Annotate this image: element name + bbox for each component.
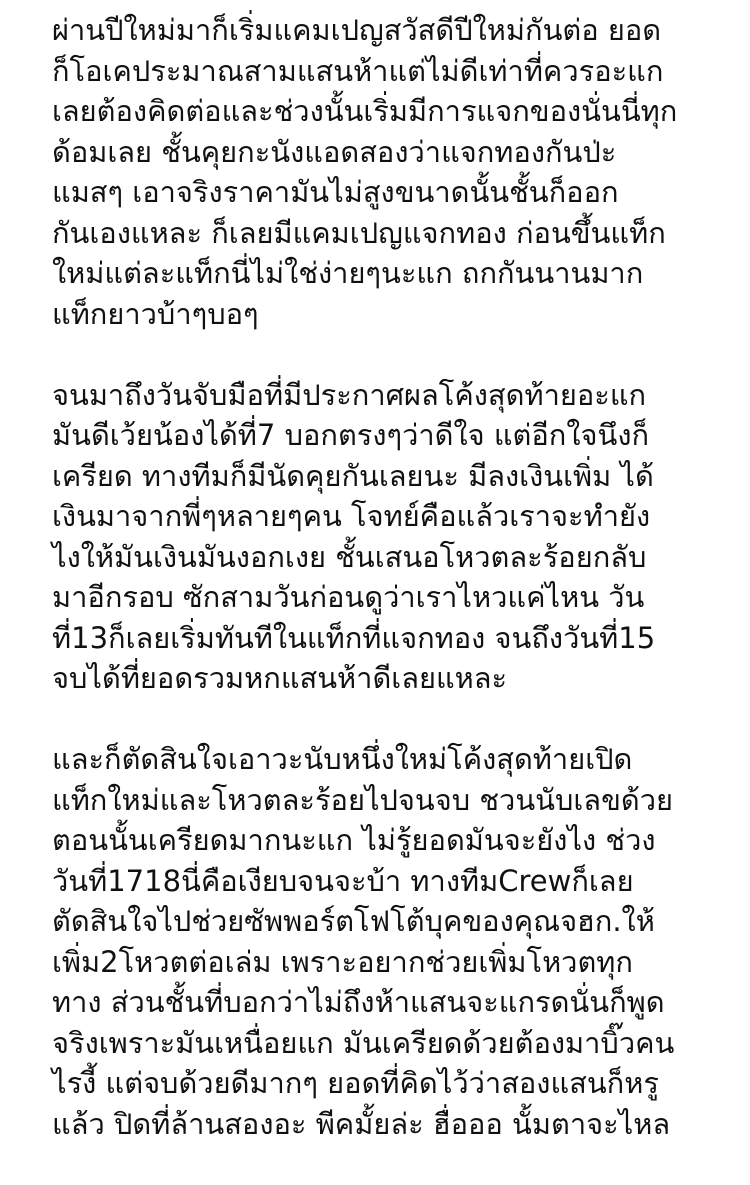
text-line: แท็กใหม่และโหวตละร้อยไปจนจบ ชวนนับเลขด้วย	[52, 782, 674, 817]
text-line: ด้อมเลย ชั้นคุยกะนังแอดสองว่าแจกทองกันป่ะ	[52, 134, 617, 169]
text-line: แท็กยาวบ้าๆบอๆ	[52, 296, 259, 331]
text-line: ผ่านปีใหม่มาก็เริ่มแคมเปญสวัสดีปีใหม่กันต่อ ยอด	[52, 13, 662, 47]
text-line: ตอนนั้นเครียดมากนะแก ไม่รู้ยอดมันจะยังไง ช่วง	[52, 823, 656, 857]
text-line: เงินมาจากพี่ๆหลายๆคน โจทย์คือแล้วเราจะทำยัง	[52, 499, 651, 533]
text-line: ใหม่แต่ละแท็กนี่ไม่ใช่ง่ายๆนะแก ถกกันนานมาก	[52, 256, 644, 290]
paragraph-2	[52, 375, 742, 699]
text-line: ก็โอเคประมาณสามแสนห้าแต่ไม่ดีเท่าที่ควรอะแก	[52, 53, 664, 88]
text-line: จบได้ที่ยอดรวมหกแสนห้าดีเลยแหละ	[52, 661, 508, 695]
text-line: มาอีกรอบ ซักสามวันก่อนดูว่าเราไหวแค่ไหน วัน	[52, 580, 645, 614]
paragraph-1	[52, 10, 742, 334]
paragraph-3	[52, 739, 742, 1144]
text-line: ตัดสินใจไปช่วยซัพพอร์ตโฟโต้บุคของคุณจฮก.ให้	[52, 904, 655, 938]
text-line: วันที่1718นี่คือเงียบจนจะบ้า ทางทีมCrewก็เลย	[52, 863, 634, 898]
text-line: แล้ว ปิดที่ล้านสองอะ พีคมั้ยล่ะ ฮื่อออ นั้มตาจะไหล	[52, 1106, 671, 1141]
text-line: ไงให้มันเงินมันงอกเงย ชั้นเสนอโหวตละร้อยกลับ	[52, 539, 647, 574]
text-line: ทาง ส่วนชั้นที่บอกว่าไม่ถึงห้าแสนจะแกรดนั่นก็พูด	[52, 985, 665, 1019]
text-line: จนมาถึงวันจับมือที่มีประกาศผลโค้งสุดท้ายอะแก	[52, 377, 647, 412]
text-line: ไรงี้ แต่จบด้วยดีมากๆ ยอดที่คิดไว้ว่าสองแสนก็หรู	[52, 1066, 659, 1100]
text-line: เพิ่ม2โหวตต่อเล่ม เพราะอยากช่วยเพิ่มโหวตทุก	[52, 944, 633, 979]
text-line: แมสๆ เอาจริงราคามันไม่สูงขนาดนั้นชั้นก็ออก	[52, 175, 619, 209]
document-body	[52, 10, 742, 1185]
text-line: กันเองแหละ ก็เลยมีแคมเปญแจกทอง ก่อนขึ้นแท็ก	[52, 215, 666, 250]
text-line: จริงเพราะมันเหนื่อยแก มันเครียดด้วยต้องมาบิ๊วคน	[52, 1025, 675, 1060]
text-line: และก็ตัดสินใจเอาวะนับหนึ่งใหม่โค้งสุดท้ายเปิด	[52, 742, 633, 776]
text-line: มันดีเว้ยน้องได้ที่7 บอกตรงๆว่าดีใจ แต่อีกใจนึงก็	[52, 418, 650, 452]
text-line: ที่13ก็เลยเริ่มทันทีในแท็กที่แจกทอง จนถึงวันที่15	[52, 620, 656, 655]
text-line: เครียด ทางทีมก็มีนัดคุยกันเลยนะ มีลงเงินเพิ่ม ได้	[52, 458, 654, 493]
text-line: เลยต้องคิดต่อและช่วงนั้นเริ่มมีการแจกของนั่นนี่ทุก	[52, 94, 678, 128]
